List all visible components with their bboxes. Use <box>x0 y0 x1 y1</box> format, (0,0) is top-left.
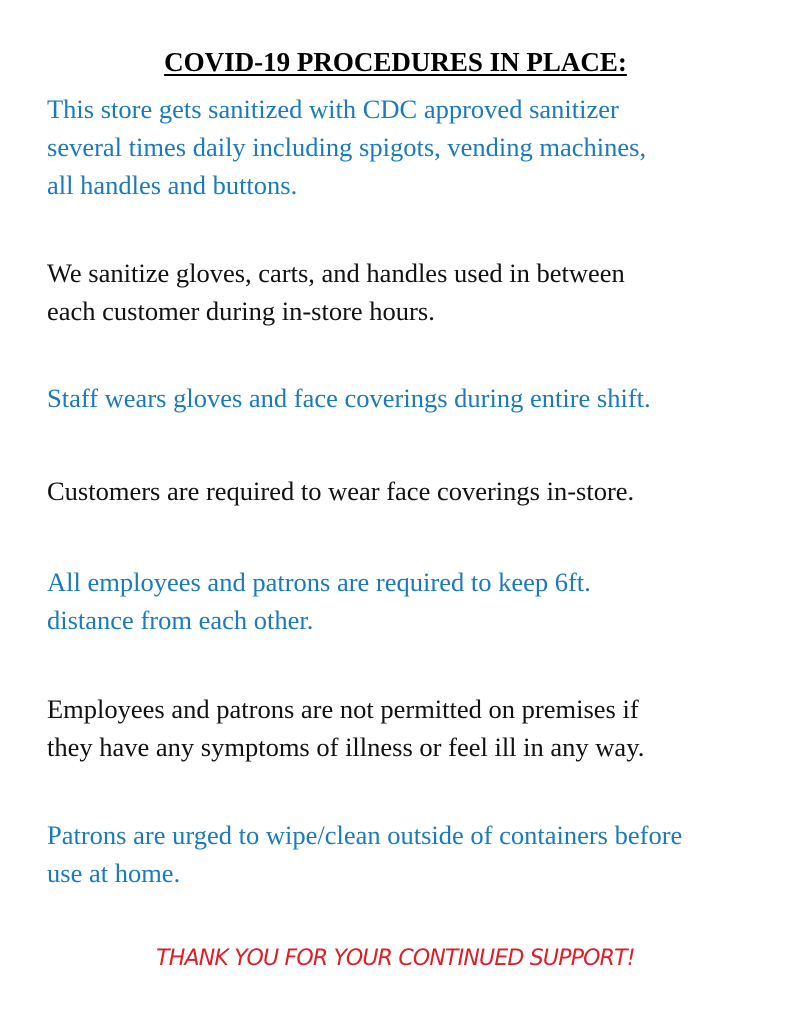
paragraph-equipment-sanitizing <box>47 254 767 330</box>
paragraph-line: use at home. <box>47 858 181 888</box>
thank-you-footer: THANK YOU FOR YOUR CONTINUED SUPPORT! <box>156 946 635 971</box>
paragraph-line: Customers are required to wear face coverings in-store. <box>47 476 635 506</box>
paragraph-line: Employees and patrons are not permitted on premises if <box>47 694 639 724</box>
page-title: COVID-19 PROCEDURES IN PLACE: <box>164 47 627 77</box>
paragraph-line: they have any symptoms of illness or feel ill in any way. <box>47 732 645 762</box>
paragraph-line: We sanitize gloves, carts, and handles used in between <box>47 258 625 288</box>
paragraph-line: This store gets sanitized with CDC approved sanitizer <box>47 94 619 124</box>
paragraph-social-distancing <box>47 563 767 639</box>
paragraph-line: each customer during in-store hours. <box>47 296 435 326</box>
paragraph-line: All employees and patrons are required to keep 6ft. <box>47 567 591 597</box>
paragraph-illness-policy <box>47 690 767 766</box>
paragraph-staff-ppe <box>47 379 767 417</box>
paragraph-container-cleaning <box>47 816 767 892</box>
paragraph-line: Staff wears gloves and face coverings during entire shift. <box>47 383 651 413</box>
paragraph-sanitizing-schedule <box>47 90 767 204</box>
paragraph-customer-masks <box>47 472 767 510</box>
paragraph-line: Patrons are urged to wipe/clean outside of containers before <box>47 820 683 850</box>
paragraph-line: several times daily including spigots, vending machines, <box>47 132 647 162</box>
paragraph-line: all handles and buttons. <box>47 170 298 200</box>
paragraph-line: distance from each other. <box>47 605 314 635</box>
